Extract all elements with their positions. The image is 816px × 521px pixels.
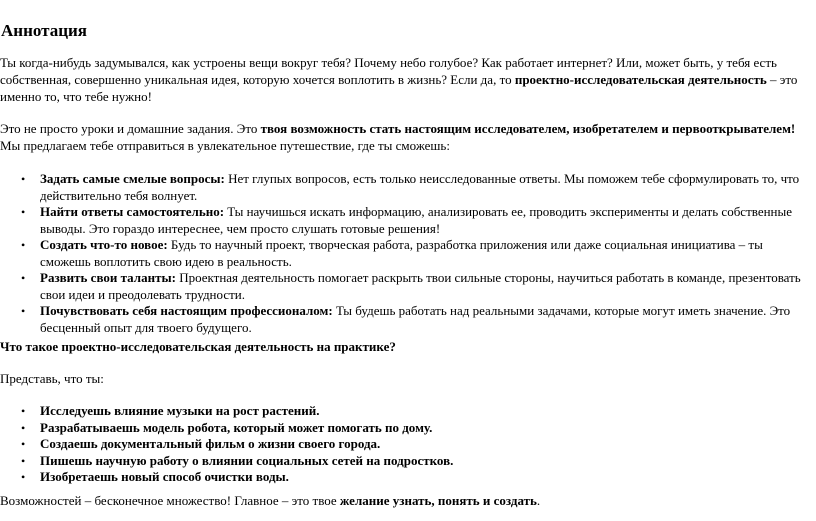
example-text: Исследуешь влияние музыки на рост растений. (40, 403, 320, 418)
intro-text-1: Ты когда-нибудь задумывался, как устроены вещи вокруг тебя? Почему небо голубое? Как работает интернет? Или, может быть, у тебя есть собственная, совершенно уникальная идея, которую хочется воплотить в жизнь? Если да, то (0, 55, 777, 87)
example-text: Создаешь документальный фильм о жизни своего города. (40, 436, 381, 451)
ability-heading: Развить свои таланты: (40, 270, 176, 285)
section-question: Что такое проектно-исследовательская деятельность на практике? (0, 339, 396, 354)
example-text: Изобретаешь новый способ очистки воды. (40, 469, 289, 484)
imagine-paragraph: Представь, что ты: (0, 371, 104, 386)
list-item (0, 204, 812, 237)
bullet-icon: • (21, 437, 26, 451)
list-item (0, 436, 812, 453)
bullet-icon: • (21, 453, 26, 468)
closing-paragraph (0, 492, 812, 509)
ability-heading: Создать что-то новое: (40, 237, 168, 252)
list-item (0, 303, 812, 336)
bullet-icon: • (21, 271, 26, 285)
closing-text-2: . (536, 493, 541, 508)
ability-text: Ты научишься искать информацию, анализировать ее, проводить эксперименты и делать собственные выводы. Это гораздо интереснее, чем просто слушать готовые решения! (40, 204, 793, 236)
intro-text-2: – это именно то, что тебе нужно! (0, 72, 798, 104)
bullet-icon: • (21, 404, 26, 418)
example-text: Пишешь научную работу о влиянии социальных сетей на подростков. (40, 452, 454, 468)
opportunity-text-1: Это не просто уроки и домашние задания. Это (0, 121, 261, 136)
examples-list (0, 403, 812, 486)
bullet-icon: • (21, 304, 26, 318)
bullet-icon: • (21, 470, 26, 484)
ability-heading: Почувствовать себя настоящим профессионалом: (40, 303, 333, 318)
document-title: Аннотация (1, 21, 87, 40)
opportunity-paragraph (0, 120, 812, 154)
list-item (0, 270, 812, 303)
bullet-icon: • (21, 238, 26, 252)
opportunity-bold: твоя возможность стать настоящим исследователем, изобретателем и первооткрывателем! (260, 121, 796, 136)
ability-heading: Задать самые смелые вопросы: (40, 171, 225, 186)
opportunity-text-2: Мы предлагаем тебе отправиться в увлекательное путешествие, где ты сможешь: (0, 138, 450, 153)
bullet-icon: • (21, 205, 26, 219)
list-item (0, 403, 812, 420)
ability-text: Проектная деятельность помогает раскрыть твои сильные стороны, научиться работать в команде, презентовать свои идеи и преодолевать трудности. (40, 270, 801, 302)
example-text: Разрабатываешь модель робота, который может помогать по дому. (40, 419, 433, 435)
list-item (0, 469, 812, 486)
ability-text: Будь то научный проект, творческая работа, разработка приложения или даже социальная инициатива – ты сможешь воплотить свою идею в реальность. (40, 237, 763, 269)
intro-bold: проектно-исследовательская деятельность (514, 72, 767, 87)
ability-heading: Найти ответы самостоятельно: (40, 204, 225, 219)
list-item (0, 237, 812, 270)
bullet-icon: • (21, 172, 26, 186)
list-item (0, 171, 812, 204)
list-item (0, 453, 812, 470)
closing-bold: желание узнать, понять и создать (339, 493, 537, 508)
ability-text: Нет глупых вопросов, есть только неисследованные ответы. Мы поможем тебе сформулировать то, что действительно тебя волнует. (40, 171, 800, 203)
abilities-list (0, 171, 812, 336)
bullet-icon: • (21, 420, 26, 435)
ability-text: Ты будешь работать над реальными задачами, которые могут иметь значение. Это бесценный опыт для твоего будущего. (40, 303, 791, 335)
intro-paragraph (0, 54, 812, 105)
closing-text-1: Возможностей – бесконечное множество! Главное – это твое (0, 493, 340, 508)
list-item (0, 420, 812, 437)
